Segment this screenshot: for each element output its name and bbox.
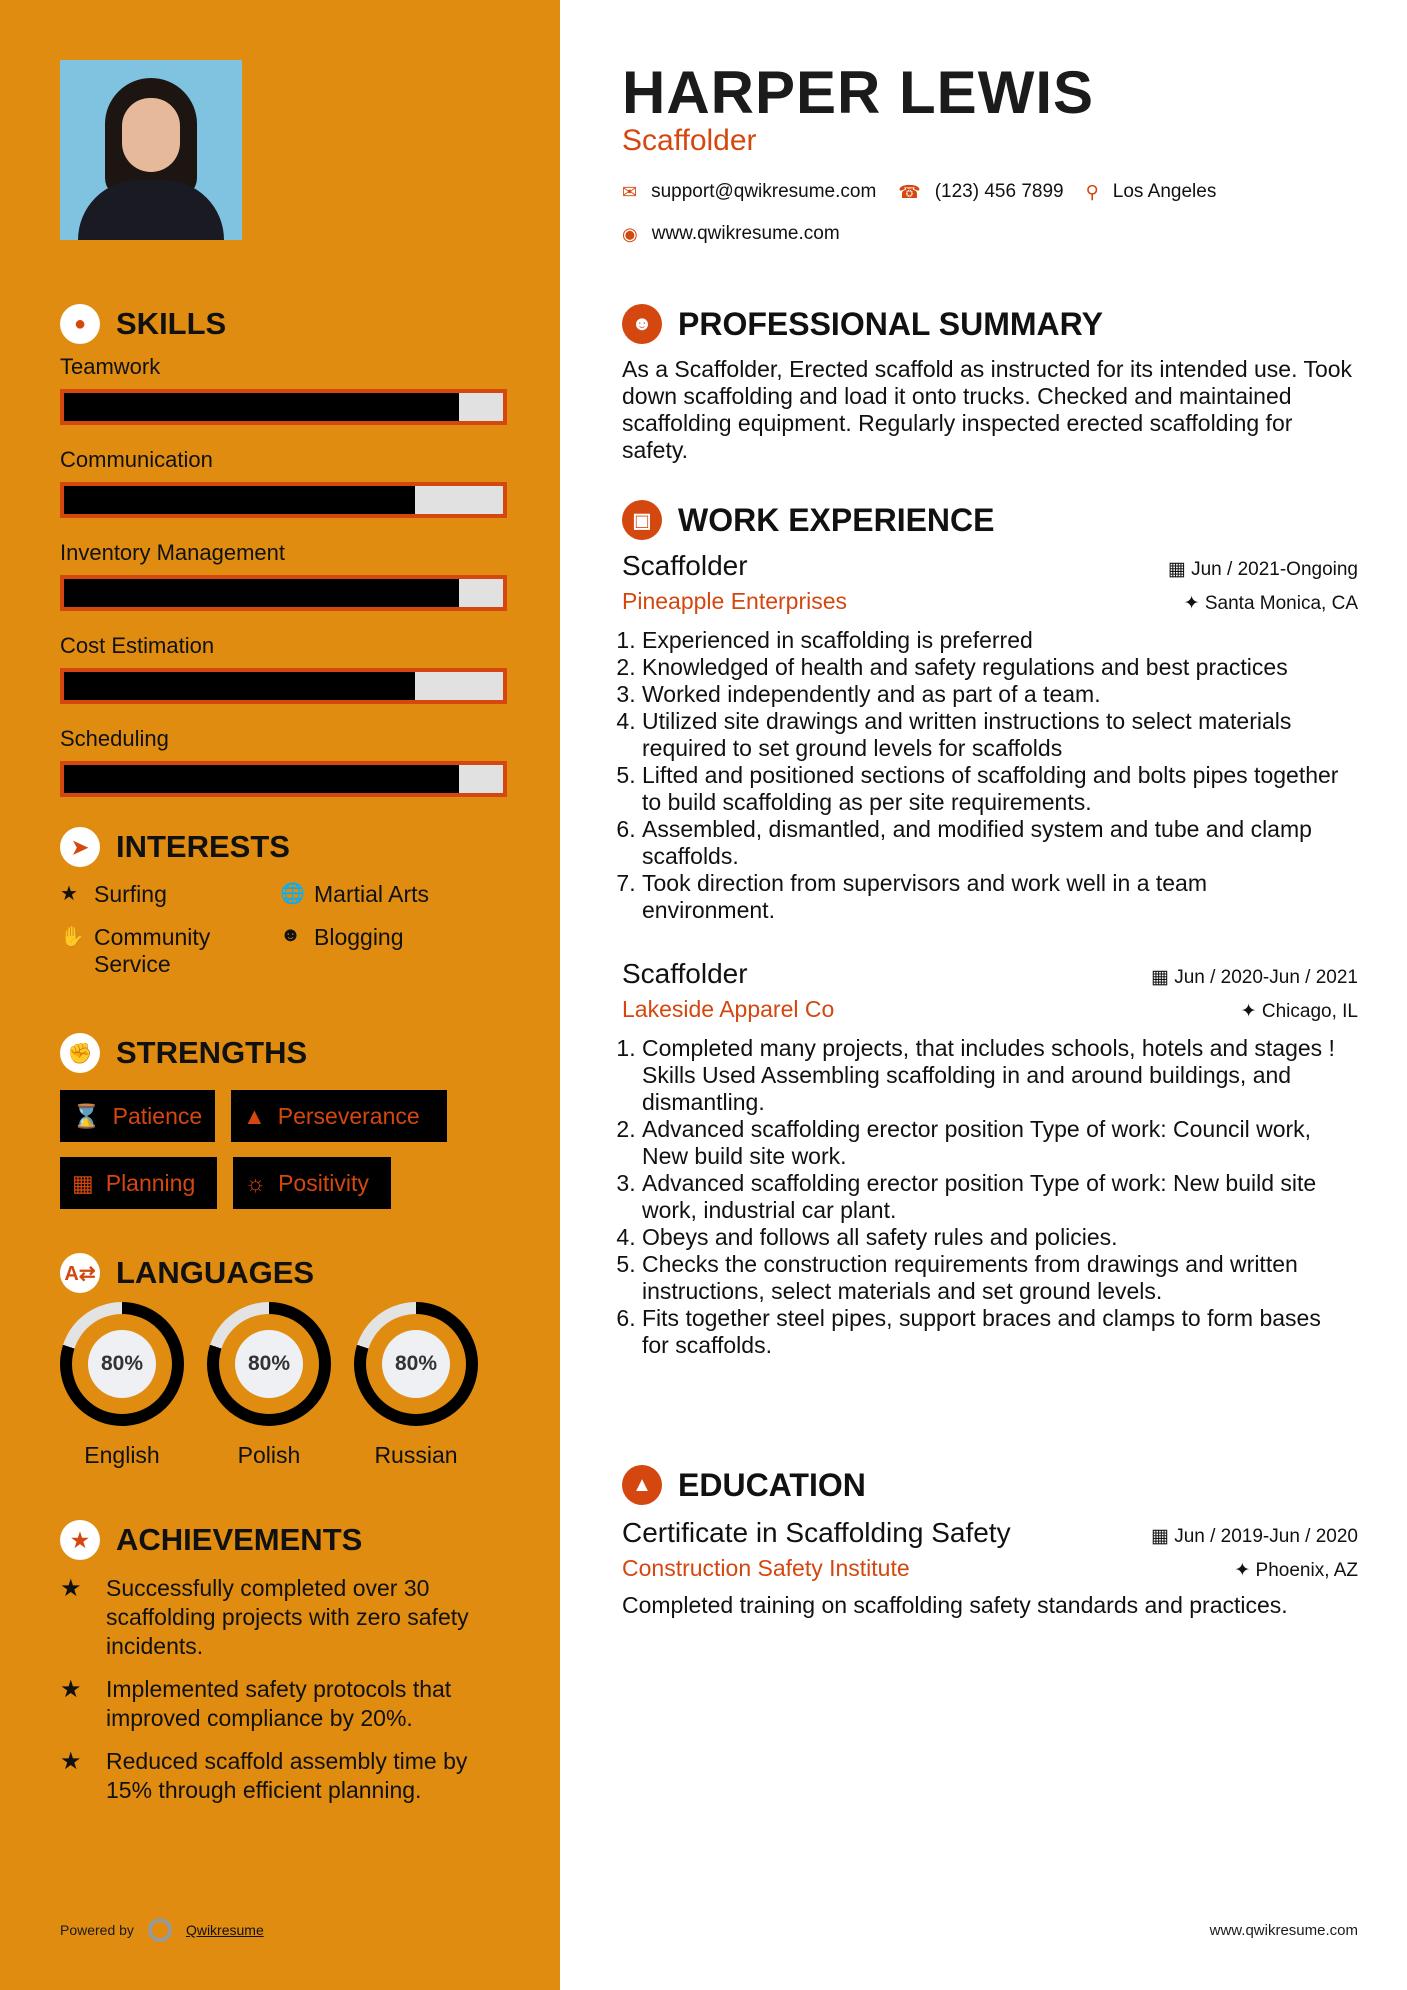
globe-icon: 🌐 bbox=[280, 883, 305, 905]
language-item bbox=[60, 1302, 184, 1469]
sun-icon: ☼ bbox=[245, 1169, 267, 1196]
job-bullet: 6. Assembled, dismantled, and modified system and tube and clamp scaffolds. bbox=[642, 816, 1342, 870]
job-date: Jun / 2021-Ongoing bbox=[1191, 559, 1358, 580]
job-bullet: 1. Experienced in scaffolding is preferred bbox=[642, 627, 1342, 654]
location: Los Angeles bbox=[1112, 181, 1217, 202]
job-location: Santa Monica, CA bbox=[1204, 593, 1358, 614]
hand-icon: ✋ bbox=[60, 926, 85, 948]
skill-bar bbox=[60, 668, 507, 704]
interest-item: ✋ Community Service bbox=[60, 924, 211, 977]
language-percent: 80% bbox=[382, 1330, 450, 1398]
achievements-section bbox=[60, 1520, 510, 1819]
achievement-item: ★ Implemented safety protocols that improved compliance by 20%. bbox=[60, 1676, 452, 1731]
star-icon: ★ bbox=[60, 1676, 82, 1703]
job-bullet: 2. Knowledged of health and safety regulations and best practices bbox=[642, 654, 1342, 681]
edu-date: Jun / 2019-Jun / 2020 bbox=[1174, 1526, 1358, 1547]
briefcase-icon: ▣ bbox=[622, 500, 662, 540]
skill-bar bbox=[60, 482, 507, 518]
job-bullet: 3. Worked independently and as part of a team. bbox=[642, 681, 1342, 708]
summary-section: ☻ PROFESSIONAL SUMMARY As a Scaffolder, Erected scaffold as instructed for its intended use. Took down scaffolding and load it onto trucks. Checked and maintained scaffolding equipment. Regularly inspected erected scaffolding for safety. bbox=[622, 304, 1358, 464]
job-entry bbox=[622, 958, 1358, 1359]
hourglass-icon: ⌛ bbox=[72, 1102, 101, 1129]
job-title: Scaffolder bbox=[622, 124, 757, 157]
paper-plane-icon: ➤ bbox=[60, 827, 100, 867]
qwikresume-link[interactable]: Qwikresume bbox=[185, 1922, 264, 1938]
achievement-item: ★ Reduced scaffold assembly time by 15% through efficient planning. bbox=[60, 1748, 468, 1803]
skill-bar-fill bbox=[64, 486, 415, 514]
medal-icon: ★ bbox=[60, 1520, 100, 1560]
edu-location: Phoenix, AZ bbox=[1255, 1560, 1358, 1581]
star-icon: ★ bbox=[60, 1575, 82, 1602]
skill-item bbox=[60, 726, 507, 797]
skill-label: Cost Estimation bbox=[60, 633, 215, 658]
skill-bar bbox=[60, 761, 507, 797]
candidate-name: HARPER LEWIS bbox=[622, 59, 1095, 126]
education-section: ▲ EDUCATION Certificate in Scaffolding Safety ▦ Jun / 2019-Jun / 2020 Construction Safety Institute ✦ Phoenix, AZ Completed training on scaffolding safety standards and practices. bbox=[622, 1466, 1358, 1618]
envelope-icon: ✉ bbox=[622, 181, 638, 202]
job-location: Chicago, IL bbox=[1261, 1001, 1358, 1022]
language-name: English bbox=[84, 1442, 160, 1468]
job-bullet: 5. Lifted and positioned sections of scaffolding and bolts pipes together to build scaffolding as per site requirements. bbox=[642, 762, 1342, 816]
graduation-cap-icon: ▲ bbox=[622, 1465, 662, 1505]
powered-by: Powered by Qwikresume bbox=[60, 1918, 264, 1942]
website[interactable]: www.qwikresume.com bbox=[651, 223, 840, 244]
job-bullet: 5. Checks the construction requirements from drawings and written instructions, select materials and set ground levels. bbox=[642, 1251, 1342, 1305]
experience-section: ▣ WORK EXPERIENCE Scaffolder ▦ Jun / 2021-Ongoing Pineapple Enterprises ✦ Santa Monica, CA 1. Experienced in scaffolding is preferred 2. Knowledged of health and safety regulations and best practices 3. Worked independently and as part of a team. 4. Utilized site drawings and written instructions to select materials required to set ground levels for scaffolds 5. Lifted and positioned sections of scaffolding and bolts pipes together to build scaffolding as per site requirements. 6. Assembled, dismantled, and modified system and tube and clamp scaffolds. 7. Took direction from supervisors and work well in a team environment. Scaffolder ▦ Jun / 2020-Jun / 2021 Lakeside Apparel Co ✦ Chicago, IL 1. Completed many projects, that includes schools, hotels and stages ! Skills Used Assembling scaffolding in and around buildings, and dismantling. 2. Advanced scaffolding erector position Type of work: Council work, New build site work. 3. Advanced scaffolding erector position Type of work: New build site work, industrial car plant. 4. Obeys and follows all safety rules and policies. 5. Checks the construction requirements from drawings and written instructions, select materials and set ground levels. 6. Fits together steel pipes, support braces and clamps to form bases for scaffolds. bbox=[622, 500, 1358, 1359]
star-icon: ★ bbox=[60, 883, 78, 905]
calendar-icon: ▦ bbox=[1150, 967, 1175, 988]
job-title: Scaffolder bbox=[622, 958, 748, 989]
degree: Certificate in Scaffolding Safety bbox=[622, 1517, 1011, 1548]
achievements-heading: ACHIEVEMENTS bbox=[116, 1522, 363, 1557]
strength-tag: ▲ Perseverance bbox=[231, 1090, 447, 1142]
pin-icon: ✦ bbox=[1183, 593, 1205, 614]
calendar-icon: ▦ bbox=[1150, 1526, 1175, 1547]
languages-heading: LANGUAGES bbox=[116, 1255, 315, 1290]
interests-section bbox=[60, 827, 520, 978]
language-item bbox=[207, 1302, 331, 1469]
job-bullet: 2. Advanced scaffolding erector position Type of work: Council work, New build site work. bbox=[642, 1116, 1342, 1170]
calendar-icon: ▦ bbox=[72, 1169, 94, 1196]
skill-bar-fill bbox=[64, 393, 459, 421]
skill-item bbox=[60, 633, 507, 704]
star-icon: ★ bbox=[60, 1748, 82, 1775]
job-bullet: 1. Completed many projects, that includes schools, hotels and stages ! Skills Used Assembling scaffolding in and around buildings, and dismantling. bbox=[642, 1035, 1342, 1116]
company: Lakeside Apparel Co bbox=[622, 996, 835, 1022]
skill-bar-fill bbox=[64, 672, 415, 700]
language-name: Russian bbox=[374, 1442, 458, 1468]
profile-photo bbox=[60, 60, 242, 240]
language-percent: 80% bbox=[88, 1330, 156, 1398]
job-entry bbox=[622, 550, 1358, 924]
language-progress-ring bbox=[354, 1302, 478, 1426]
skill-bar-fill bbox=[64, 579, 459, 607]
strength-tag: ⌛ Patience bbox=[60, 1090, 215, 1142]
job-bullet: 6. Fits together steel pipes, support braces and clamps to form bases for scaffolds. bbox=[642, 1305, 1342, 1359]
language-progress-ring bbox=[207, 1302, 331, 1426]
users-icon: ☻ bbox=[280, 924, 302, 946]
skill-bar bbox=[60, 575, 507, 611]
job-bullet: 7. Took direction from supervisors and work well in a team environment. bbox=[642, 870, 1342, 924]
language-name: Polish bbox=[237, 1442, 301, 1468]
summary-text: As a Scaffolder, Erected scaffold as instructed for its intended use. Took down scaffolding and load it onto trucks. Checked and maintained scaffolding equipment. Regularly inspected erected scaffolding for safety. bbox=[622, 356, 1353, 463]
interest-item: ☻ Blogging bbox=[280, 924, 500, 978]
skill-label: Scheduling bbox=[60, 726, 169, 751]
language-item bbox=[354, 1302, 478, 1469]
interests-heading: INTERESTS bbox=[116, 829, 290, 864]
calendar-icon: ▦ bbox=[1167, 559, 1192, 580]
strength-tag: ▦ Planning bbox=[60, 1157, 217, 1209]
pin-icon: ✦ bbox=[1234, 1560, 1256, 1581]
skill-bar bbox=[60, 389, 507, 425]
interest-item: 🌐 Martial Arts bbox=[280, 881, 430, 907]
job-bullet: 4. Obeys and follows all safety rules and policies. bbox=[642, 1224, 1342, 1251]
user-icon: ☻ bbox=[622, 304, 662, 344]
strengths-section bbox=[60, 1033, 307, 1073]
email[interactable]: support@qwikresume.com bbox=[651, 181, 877, 202]
footer-website[interactable]: www.qwikresume.com bbox=[1209, 1922, 1358, 1939]
job-date: Jun / 2020-Jun / 2021 bbox=[1174, 967, 1358, 988]
achievement-item: ★ Successfully completed over 30 scaffolding projects with zero safety incidents. bbox=[60, 1575, 469, 1659]
lightbulb-icon: ● bbox=[60, 304, 100, 344]
map-pin-icon: ⚲ bbox=[1085, 181, 1099, 202]
skill-label: Inventory Management bbox=[60, 540, 286, 565]
fist-icon: ✊ bbox=[60, 1033, 100, 1073]
website-row bbox=[622, 223, 840, 245]
job-bullet: 4. Utilized site drawings and written instructions to select materials required to set ground levels for scaffolds bbox=[642, 708, 1342, 762]
interest-item: ★ Surfing bbox=[60, 881, 167, 907]
language-percent: 80% bbox=[235, 1330, 303, 1398]
qwikresume-logo-icon bbox=[148, 1918, 172, 1942]
pin-icon: ✦ bbox=[1240, 1001, 1262, 1022]
education-text: Completed training on scaffolding safety standards and practices. bbox=[622, 1592, 1288, 1618]
skill-bar-fill bbox=[64, 765, 459, 793]
phone-icon: ☎ bbox=[898, 181, 921, 202]
school: Construction Safety Institute bbox=[622, 1555, 910, 1581]
skill-item bbox=[60, 447, 507, 518]
strength-tag: ☼ Positivity bbox=[233, 1157, 391, 1209]
company: Pineapple Enterprises bbox=[622, 588, 848, 614]
skill-label: Communication bbox=[60, 447, 213, 472]
skills-heading: SKILLS bbox=[116, 306, 227, 341]
skill-item bbox=[60, 540, 507, 611]
contact-row bbox=[622, 181, 1216, 203]
languages-section bbox=[60, 1253, 314, 1293]
language-progress-ring bbox=[60, 1302, 184, 1426]
globe-icon: ◉ bbox=[622, 223, 638, 244]
job-bullet: 3. Advanced scaffolding erector position Type of work: New build site work, industrial car plant. bbox=[642, 1170, 1342, 1224]
skill-item bbox=[60, 354, 507, 425]
road-icon: ▲ bbox=[243, 1102, 266, 1129]
sidebar bbox=[0, 0, 560, 1990]
phone: (123) 456 7899 bbox=[934, 181, 1064, 202]
job-title: Scaffolder bbox=[622, 550, 748, 581]
skill-label: Teamwork bbox=[60, 354, 161, 379]
strengths-heading: STRENGTHS bbox=[116, 1035, 308, 1070]
skills-section bbox=[60, 304, 507, 797]
translate-icon: A⇄ bbox=[60, 1253, 100, 1293]
